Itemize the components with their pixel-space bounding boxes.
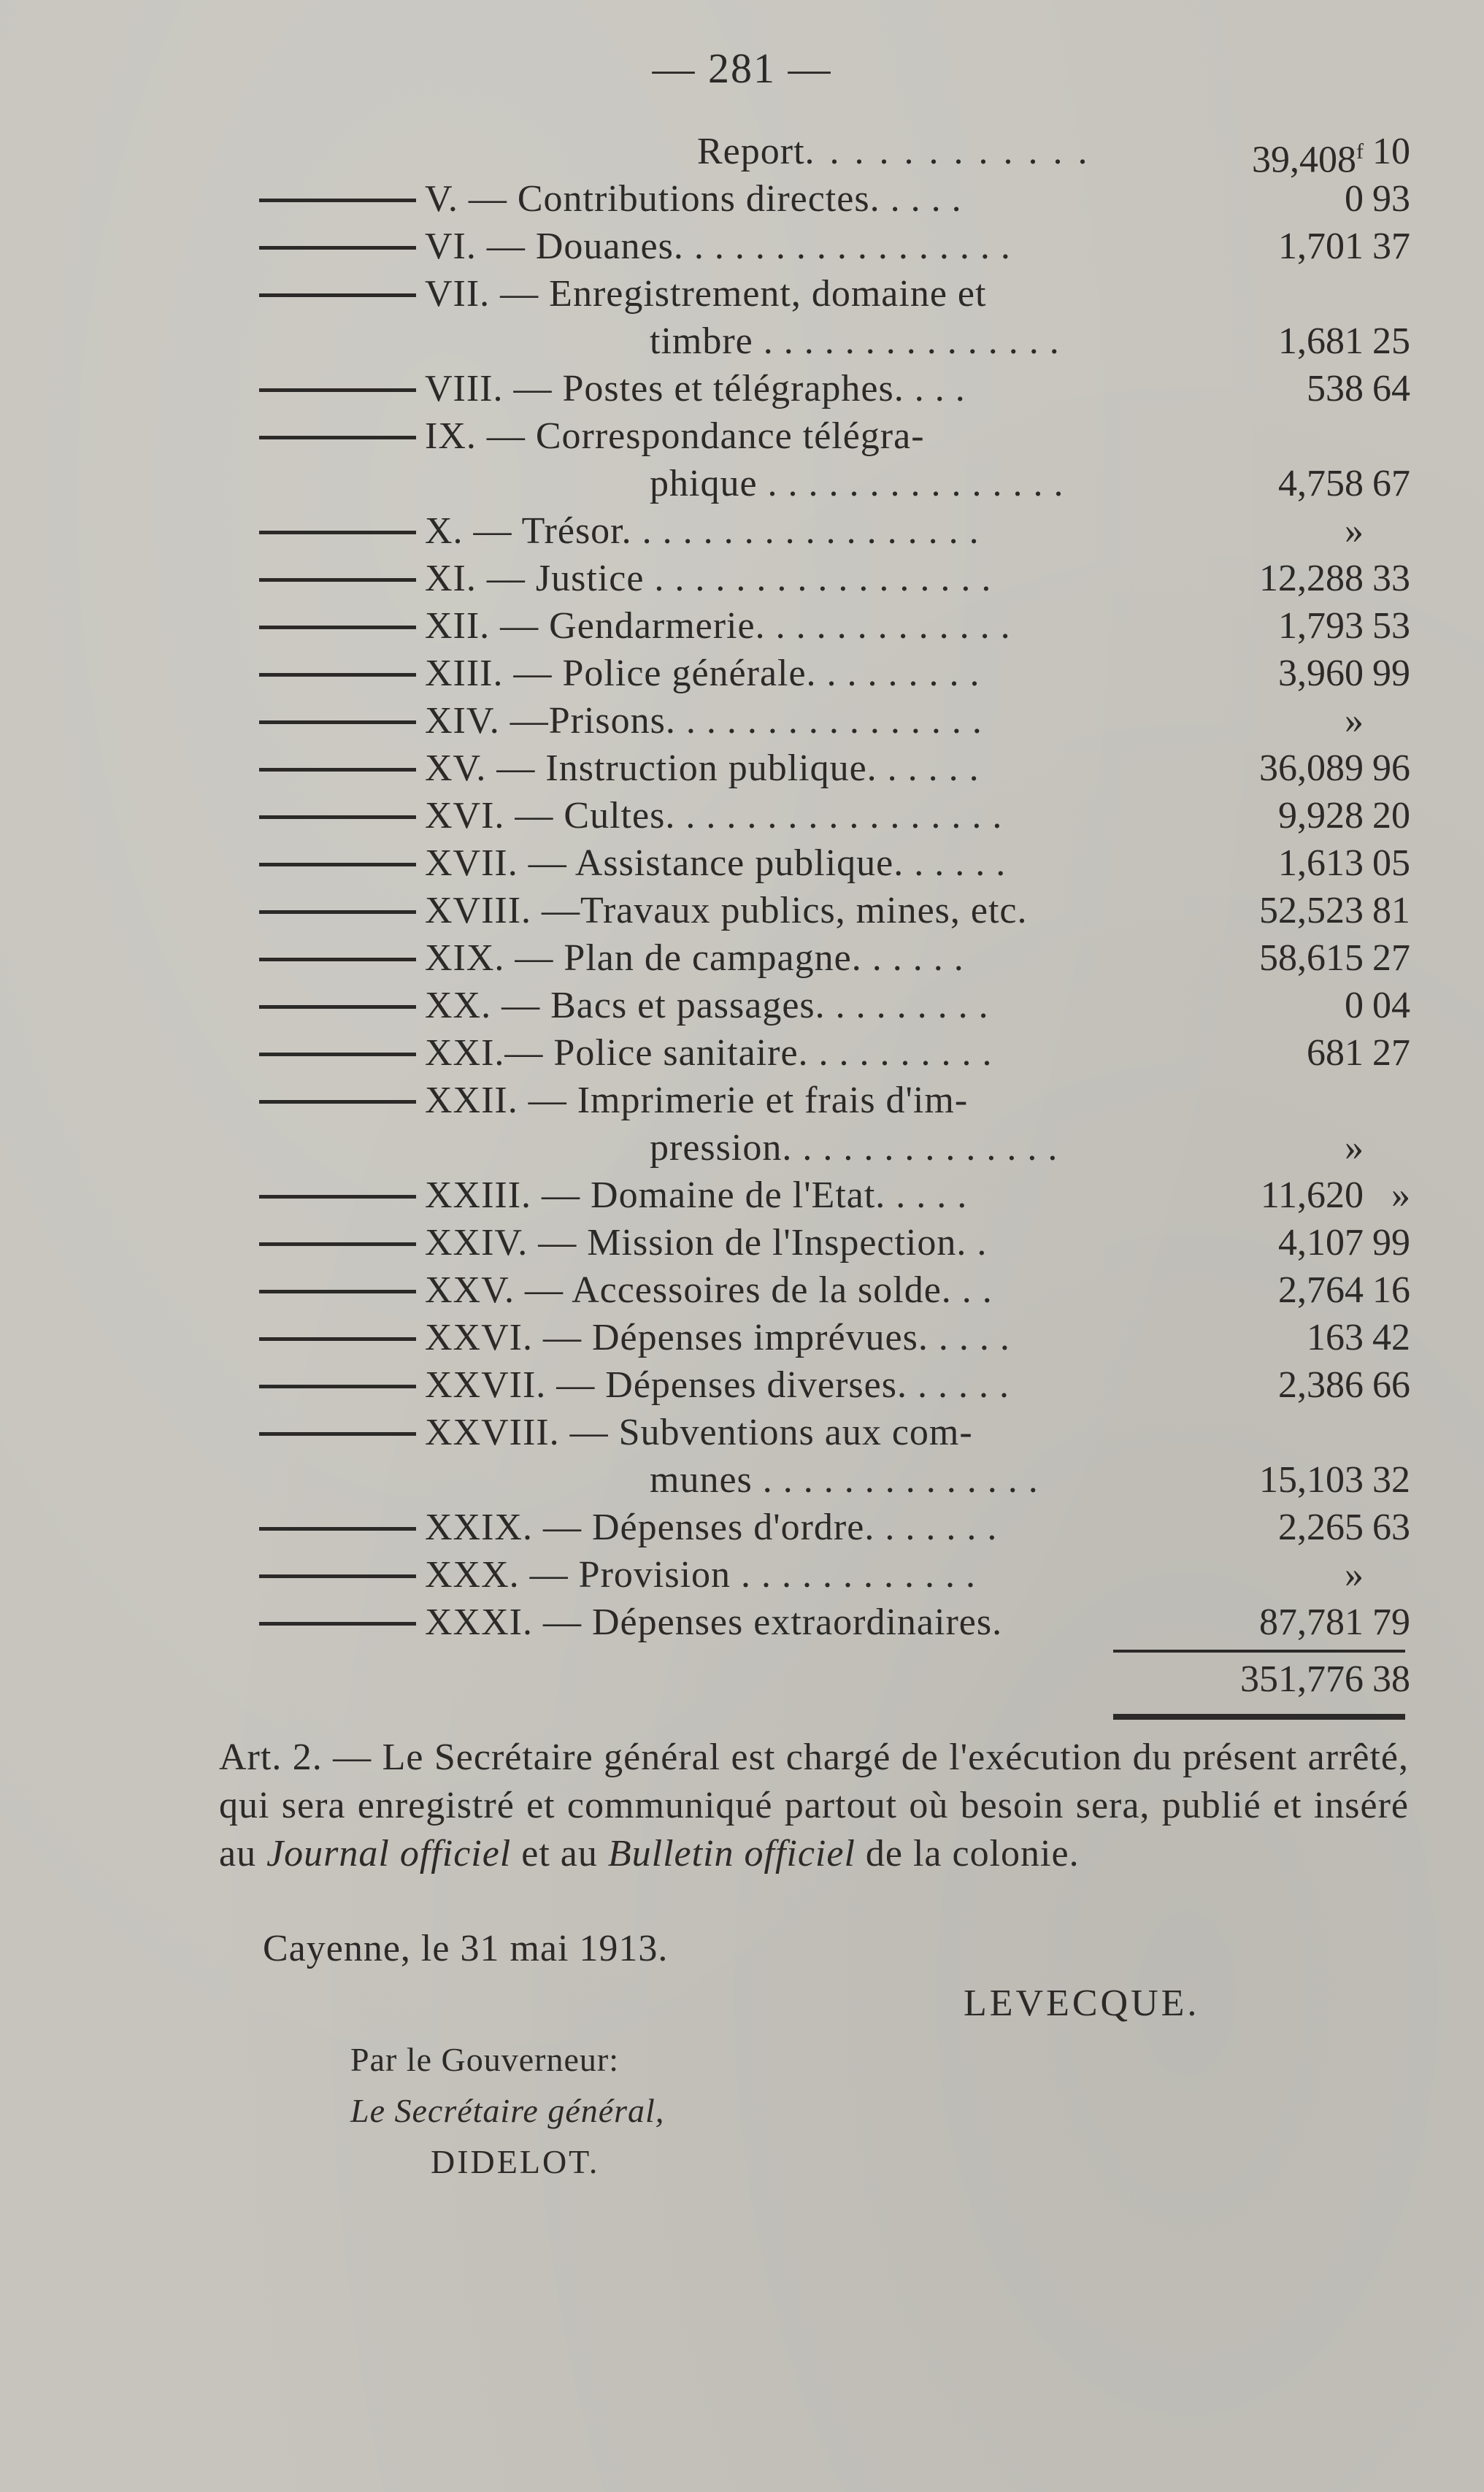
- leader-dash: [259, 720, 416, 724]
- total-rule-bottom: [1113, 1714, 1405, 1720]
- chapter-row: [0, 697, 1484, 745]
- chapter-label: IX. — Correspondance télégra-: [425, 415, 925, 457]
- chapter-cents: 37: [1372, 226, 1410, 267]
- chapter-row: [0, 602, 1484, 650]
- chapter-cents: 27: [1372, 1032, 1410, 1074]
- leader-dash: [259, 626, 416, 629]
- chapter-francs: »: [1345, 700, 1364, 742]
- leader-dash: [259, 199, 416, 202]
- chapter-francs: 0: [1345, 178, 1364, 220]
- bulletin-officiel: Bulletin officiel: [607, 1833, 856, 1874]
- chapter-francs: 2,386: [1278, 1364, 1364, 1406]
- chapter-francs: 3,960: [1278, 653, 1364, 694]
- chapter-label: timbre . . . . . . . . . . . . . . .: [650, 320, 1060, 362]
- chapter-row: [0, 887, 1484, 934]
- chapter-francs: 0: [1345, 985, 1364, 1026]
- chapter-francs: 2,764: [1278, 1269, 1364, 1311]
- chapter-row: [0, 1409, 1484, 1456]
- chapter-row: [0, 270, 1484, 318]
- leader-dash: [259, 1432, 416, 1436]
- chapter-row: [0, 1314, 1484, 1361]
- leader-dash: [259, 1100, 416, 1104]
- report-row: [0, 128, 1484, 181]
- chapter-label: XXIII. — Domaine de l'Etat. . . . .: [425, 1174, 968, 1216]
- chapter-label: XII. — Gendarmerie. . . . . . . . . . . . .: [425, 605, 1011, 647]
- leader-dash: [259, 673, 416, 677]
- leader-dash: [259, 436, 416, 439]
- chapter-row: [0, 839, 1484, 887]
- chapter-label: XXIV. — Mission de l'Inspection. .: [425, 1222, 988, 1264]
- leader-dash: [259, 1005, 416, 1009]
- leader-dash: [259, 1242, 416, 1246]
- chapter-row: [0, 365, 1484, 412]
- chapter-cents: 64: [1372, 368, 1410, 409]
- chapter-label: XX. — Bacs et passages. . . . . . . . .: [425, 985, 989, 1026]
- chapter-cents: 04: [1372, 985, 1410, 1026]
- leader-dash: [259, 531, 416, 534]
- leader-dash: [259, 910, 416, 914]
- chapter-francs: 681: [1307, 1032, 1364, 1074]
- chapter-label: XXVI. — Dépenses imprévues. . . . .: [425, 1317, 1010, 1358]
- chapter-label: XXVII. — Dépenses diverses. . . . . .: [425, 1364, 1010, 1406]
- leader-dash: [259, 1053, 416, 1056]
- chapter-row: [0, 1219, 1484, 1266]
- chapter-row: [0, 982, 1484, 1029]
- chapter-francs: 538: [1307, 368, 1364, 409]
- leader-dash: [259, 1527, 416, 1531]
- total-rule-top: [1113, 1650, 1405, 1653]
- chapter-rows: [0, 175, 1484, 1646]
- chapter-label: XIX. — Plan de campagne. . . . . .: [425, 937, 964, 979]
- chapter-cents: 42: [1372, 1317, 1410, 1358]
- chapter-row: [0, 1456, 1484, 1504]
- budget-table: [0, 128, 1484, 1646]
- chapter-row: [0, 412, 1484, 460]
- leader-dash: [259, 1385, 416, 1388]
- chapter-cents: 32: [1372, 1459, 1410, 1501]
- leader-dash: [259, 1337, 416, 1341]
- chapter-row: [0, 1504, 1484, 1551]
- chapter-francs: 52,523: [1259, 890, 1364, 931]
- chapter-cents: 33: [1372, 558, 1410, 599]
- chapter-row: [0, 1172, 1484, 1219]
- chapter-row: [0, 1266, 1484, 1314]
- chapter-cents: 93: [1372, 178, 1410, 220]
- chapter-row: [0, 1361, 1484, 1409]
- chapter-francs: 4,758: [1278, 463, 1364, 504]
- chapter-cents: 79: [1372, 1601, 1410, 1643]
- chapter-label: XI. — Justice . . . . . . . . . . . . . . . . .: [425, 558, 992, 599]
- chapter-label: VI. — Douanes. . . . . . . . . . . . . . . . .: [425, 226, 1011, 267]
- report-cents: 10: [1372, 131, 1410, 172]
- chapter-row: [0, 745, 1484, 792]
- chapter-cents: 25: [1372, 320, 1410, 362]
- chapter-row: [0, 507, 1484, 555]
- leader-dash: [259, 1574, 416, 1578]
- chapter-label: XVI. — Cultes. . . . . . . . . . . . . . . . .: [425, 795, 1003, 837]
- leader-dash: [259, 1195, 416, 1199]
- chapter-label: XIV. —Prisons. . . . . . . . . . . . . . . .: [425, 700, 983, 742]
- chapter-row: [0, 175, 1484, 223]
- chapter-label: phique . . . . . . . . . . . . . . .: [650, 463, 1064, 504]
- chapter-francs: 1,681: [1278, 320, 1364, 362]
- chapter-label: VII. — Enregistrement, domaine et: [425, 273, 987, 315]
- chapter-francs: 11,620: [1260, 1174, 1364, 1216]
- chapter-row: [0, 792, 1484, 839]
- chapter-cents: 27: [1372, 937, 1410, 979]
- chapter-label: XV. — Instruction publique. . . . . .: [425, 747, 980, 789]
- chapter-francs: 58,615: [1259, 937, 1364, 979]
- chapter-francs: 163: [1307, 1317, 1364, 1358]
- chapter-label: pression. . . . . . . . . . . . . .: [650, 1127, 1058, 1169]
- par-le-gouverneur: Par le Gouverneur:: [350, 2041, 619, 2078]
- chapter-label: XIII. — Police générale. . . . . . . . .: [425, 653, 980, 694]
- chapter-row: [0, 1077, 1484, 1124]
- report-label: Report. . . . . . . . . . . .: [697, 131, 1091, 172]
- chapter-cents: 53: [1372, 605, 1410, 647]
- chapter-label: XVII. — Assistance publique. . . . . .: [425, 842, 1007, 884]
- chapter-label: X. — Trésor. . . . . . . . . . . . . . . . . .: [425, 510, 980, 552]
- chapter-cents: 20: [1372, 795, 1410, 837]
- chapter-cents: 63: [1372, 1507, 1410, 1548]
- page-number: — 281 —: [652, 45, 832, 92]
- chapter-label: VIII. — Postes et télégraphes. . . .: [425, 368, 966, 409]
- leader-dash: [259, 246, 416, 250]
- chapter-francs: 1,793: [1278, 605, 1364, 647]
- chapter-cents: 99: [1372, 653, 1410, 694]
- chapter-label: XXV. — Accessoires de la solde. . .: [425, 1269, 993, 1311]
- total-francs: 351,776: [1240, 1658, 1364, 1700]
- chapter-cents: 96: [1372, 747, 1410, 789]
- chapter-cents: 81: [1372, 890, 1410, 931]
- chapter-francs: 2,265: [1278, 1507, 1364, 1548]
- chapter-row: [0, 1599, 1484, 1646]
- signature-governor: LEVECQUE.: [964, 1983, 1200, 2024]
- chapter-label: XVIII. —Travaux publics, mines, etc.: [425, 890, 1028, 931]
- chapter-francs: 15,103: [1259, 1459, 1364, 1501]
- chapter-row: [0, 1551, 1484, 1599]
- leader-dash: [259, 388, 416, 392]
- chapter-francs: 1,701: [1278, 226, 1364, 267]
- chapter-cents: 66: [1372, 1364, 1410, 1406]
- chapter-francs: »: [1345, 1554, 1364, 1596]
- leader-dash: [259, 293, 416, 297]
- secretaire-title: Le Secrétaire général,: [350, 2092, 665, 2129]
- chapter-cents: »: [1391, 1174, 1410, 1216]
- chapter-label: XXII. — Imprimerie et frais d'im-: [425, 1080, 969, 1121]
- chapter-francs: 87,781: [1259, 1601, 1364, 1643]
- chapter-row: [0, 460, 1484, 507]
- chapter-francs: 1,613: [1278, 842, 1364, 884]
- leader-dash: [259, 1290, 416, 1293]
- chapter-row: [0, 1124, 1484, 1172]
- chapter-label: XXI.— Police sanitaire. . . . . . . . . .: [425, 1032, 993, 1074]
- chapter-label: munes . . . . . . . . . . . . . .: [650, 1459, 1039, 1501]
- chapter-row: [0, 555, 1484, 602]
- chapter-label: V. — Contributions directes. . . . .: [425, 178, 962, 220]
- chapter-label: XXVIII. — Subventions aux com-: [425, 1412, 973, 1453]
- article-2-paragraph: Art. 2. — Le Secrétaire général est chargé de l'exécution du présent arrêté, qui sera enregistré et communiqué partout où besoin sera, publié et inséré au Journal officiel et au Bulletin officiel de la colonie.: [219, 1737, 1409, 1874]
- leader-dash: [259, 1622, 416, 1626]
- chapter-label: XXXI. — Dépenses extraordinaires.: [425, 1601, 1003, 1643]
- chapter-francs: 36,089: [1259, 747, 1364, 789]
- chapter-row: [0, 223, 1484, 270]
- chapter-row: [0, 934, 1484, 982]
- chapter-francs: »: [1345, 1127, 1364, 1169]
- leader-dash: [259, 578, 416, 582]
- chapter-francs: 9,928: [1278, 795, 1364, 837]
- journal-officiel: Journal officiel: [266, 1833, 512, 1874]
- chapter-row: [0, 1029, 1484, 1077]
- chapter-row: [0, 650, 1484, 697]
- chapter-francs: 12,288: [1259, 558, 1364, 599]
- chapter-label: XXIX. — Dépenses d'ordre. . . . . . .: [425, 1507, 998, 1548]
- chapter-row: [0, 318, 1484, 365]
- total-row: [0, 1655, 1484, 1703]
- chapter-cents: 16: [1372, 1269, 1410, 1311]
- chapter-cents: 05: [1372, 842, 1410, 884]
- chapter-cents: 99: [1372, 1222, 1410, 1264]
- chapter-francs: 4,107: [1278, 1222, 1364, 1264]
- chapter-label: XXX. — Provision . . . . . . . . . . . .: [425, 1554, 977, 1596]
- secretaire-name: DIDELOT.: [431, 2143, 600, 2180]
- leader-dash: [259, 958, 416, 961]
- leader-dash: [259, 863, 416, 866]
- total-cents: 38: [1372, 1658, 1410, 1700]
- chapter-cents: 67: [1372, 463, 1410, 504]
- place-date: Cayenne, le 31 mai 1913.: [263, 1928, 669, 1969]
- chapter-francs: »: [1345, 510, 1364, 552]
- leader-dash: [259, 815, 416, 819]
- report-francs: 39,408$^f$: [1252, 139, 1364, 181]
- leader-dash: [259, 768, 416, 772]
